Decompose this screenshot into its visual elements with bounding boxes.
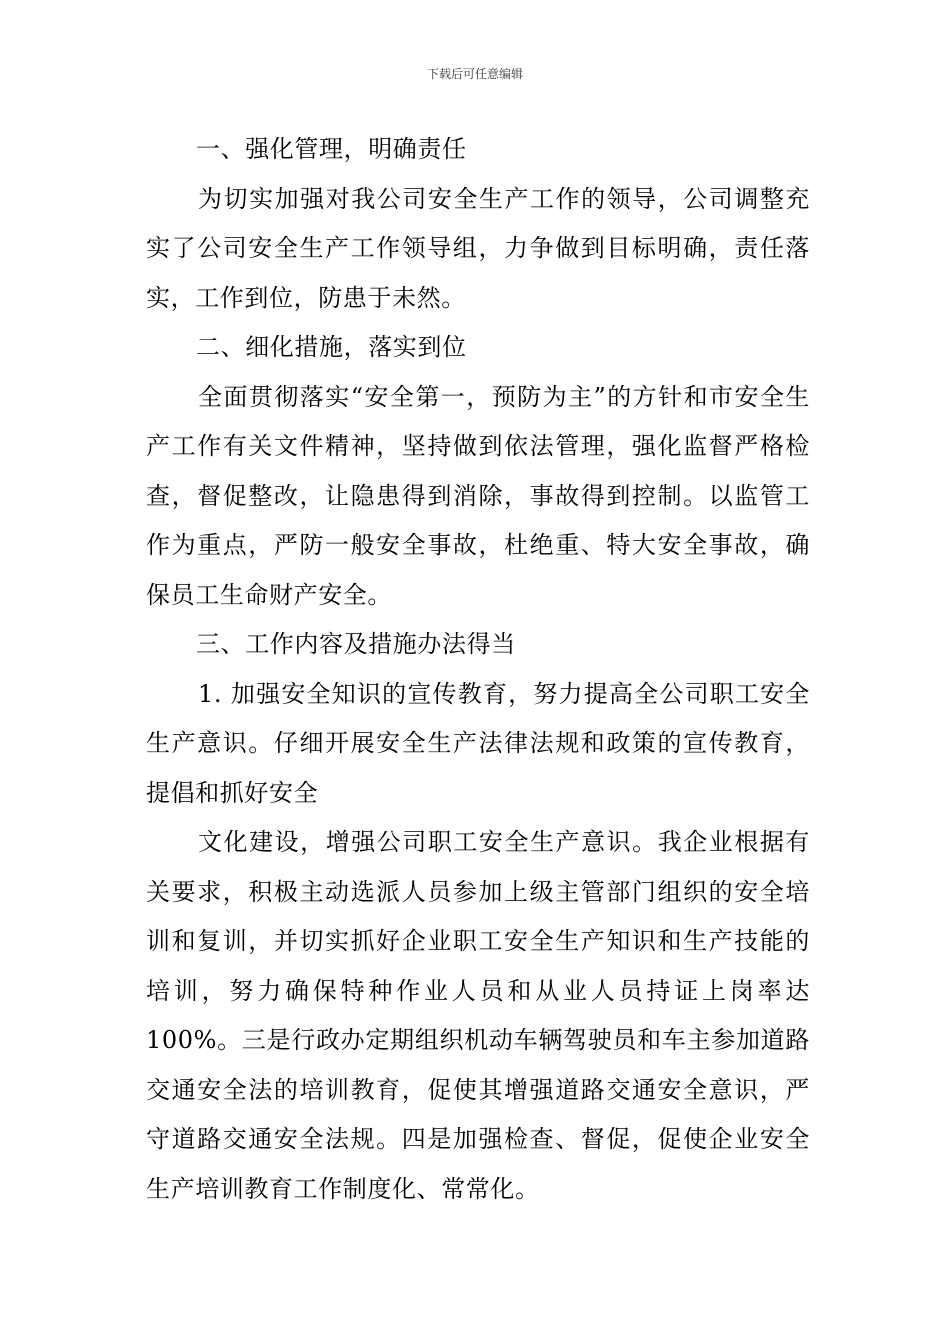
paragraph-1: 为切实加强对我公司安全生产工作的领导，公司调整充实了公司安全生产工作领导组，力争做到目标明确，责任落实，工作到位，防患于未然。: [146, 184, 810, 312]
document-body: [146, 125, 810, 1214]
paragraph-2: 全面贯彻落实“安全第一，预防为主”的方针和市安全生产工作有关文件精神，坚持做到依法管理，强化监督严格检查，督促整改，让隐患得到消除，事故得到控制。以监管工作为重点，严防一般安全事故，杜绝重、特大安全事故，确保员工生命财产安全。: [146, 382, 810, 609]
section-heading-2: 二、细化措施，落实到位: [196, 333, 467, 361]
paragraph-4: 文化建设，增强公司职工安全生产意识。我企业根据有关要求，积极主动选派人员参加上级主管部门组织的安全培训和复训，并切实抓好企业职工安全生产知识和生产技能的培训，努力确保特种作业人员和从业人员持证上岗率达 100%。三是行政办定期组织机动车辆驾驶员和车主参加道路交通安全法的培训教育，促使其增强道路交通安全意识，严守道路交通安全法规。四是加强检查、督促，促使企业安全生产培训教育工作制度化、常常化。: [146, 828, 810, 1203]
section-heading-3: 三、工作内容及措施办法得当: [196, 630, 516, 658]
paragraph-3: 1. 加强安全知识的宣传教育，努力提高全公司职工安全生产意识。仔细开展安全生产法律法规和政策的宣传教育，提倡和抓好安全: [146, 679, 810, 807]
header-note: 下载后可任意编辑: [426, 67, 523, 81]
section-heading-1: 一、强化管理，明确责任: [196, 135, 467, 163]
